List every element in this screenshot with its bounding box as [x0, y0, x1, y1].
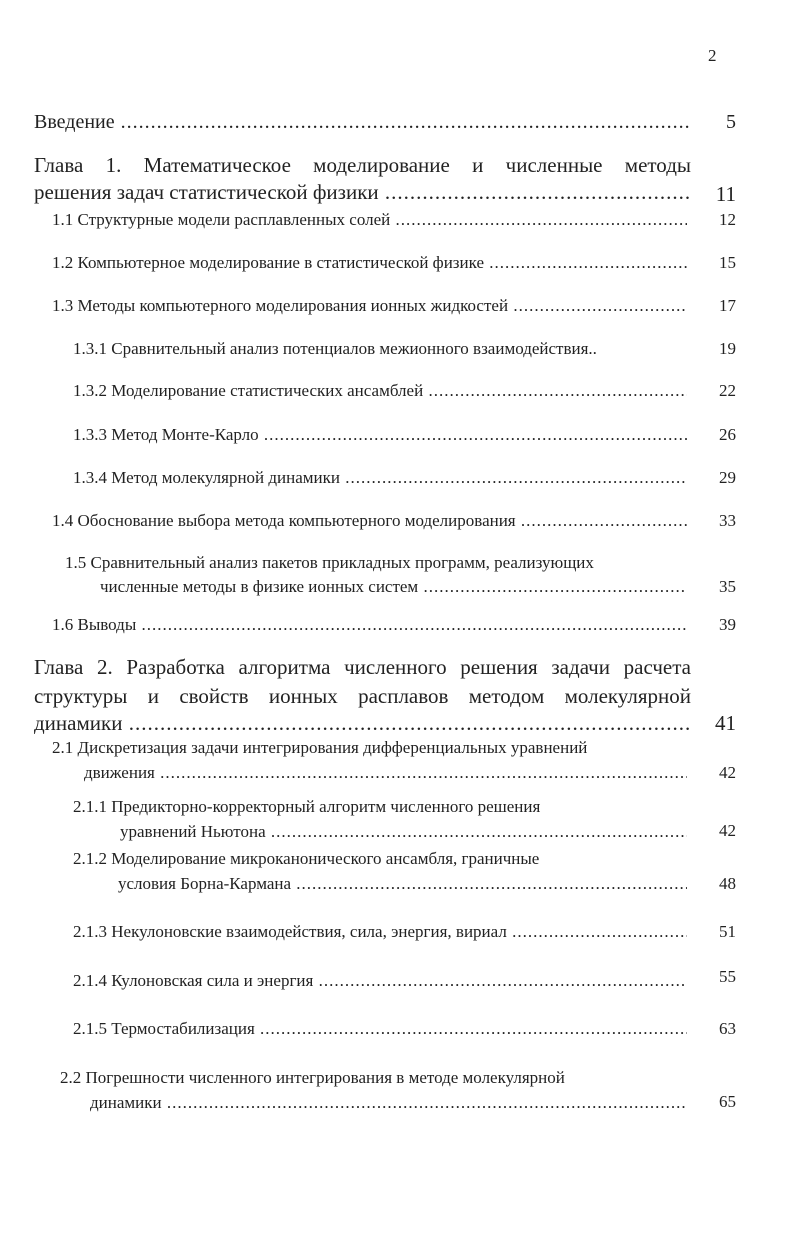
toc-entry-page: 51 — [719, 922, 736, 941]
toc-entry-page: 15 — [719, 253, 736, 272]
toc-entry-page: 42 — [719, 821, 736, 840]
toc-entry-title: 2.1.3 Некулоновские взаимодействия, сила, энергия, вириал ..... — [73, 922, 687, 942]
toc-entry-title-line-1: 1.5 Сравнительный анализ пакетов прикладных программ, реализующих — [65, 553, 594, 572]
page-number: 2 — [708, 46, 717, 65]
toc-entry-page: 65 — [719, 1092, 736, 1111]
toc-entry-page: 5 — [726, 111, 736, 133]
toc-entry-title: 1.3.2 Моделирование статистических ансамблей ..... — [73, 381, 687, 401]
toc-entry-page: 29 — [719, 468, 736, 487]
toc-entry-title: 1.4 Обоснование выбора метода компьютерного моделирования ..... — [52, 511, 687, 531]
toc-entry-page: 63 — [719, 1019, 736, 1038]
toc-entry-page: 17 — [719, 296, 736, 315]
toc-entry-title: 1.3.1 Сравнительный анализ потенциалов межионного взаимодействия.. — [73, 339, 597, 358]
toc-entry-page: 11 — [715, 182, 736, 206]
toc-entry-title-line-2: условия Борна-Кармана ..... — [118, 874, 687, 894]
toc-entry-title: 1.3.3 Метод Монте-Карло ..... — [73, 425, 687, 445]
toc-entry-title-line-2: уравнений Ньютона ..... — [120, 822, 687, 842]
toc-entry-title-line-1: 2.2 Погрешности численного интегрирования в методе молекулярной — [60, 1068, 565, 1087]
toc-entry-title: 2.1.5 Термостабилизация ..... — [73, 1019, 687, 1039]
toc-entry-title: Введение ..... — [34, 111, 689, 134]
toc-entry-title: 2.1.4 Кулоновская сила и энергия ..... — [73, 971, 687, 991]
toc-entry-page: 26 — [719, 425, 736, 444]
toc-entry-page: 48 — [719, 874, 736, 893]
toc-entry-title-line-1: 2.1 Дискретизация задачи интегрирования дифференциальных уравнений — [52, 738, 588, 757]
toc-entry-page: 41 — [715, 711, 736, 735]
toc-entry-title-line-2: динамики ..... — [90, 1093, 687, 1113]
toc-entry-page: 22 — [719, 381, 736, 400]
toc-entry-title-line-2: структуры и свойств ионных расплавов методом молекулярной — [34, 684, 691, 708]
toc-entry-title: 1.3 Методы компьютерного моделирования ионных жидкостей ..... — [52, 296, 687, 316]
toc-entry-page: 42 — [719, 763, 736, 782]
toc-entry-page: 33 — [719, 511, 736, 530]
toc-entry-page: 55 — [719, 967, 736, 986]
toc-entry-page: 39 — [719, 615, 736, 634]
toc-entry-title-line-2: решения задач статистической физики ..... — [34, 180, 690, 205]
toc-entry-page: 12 — [719, 210, 736, 229]
toc-entry-page: 19 — [719, 339, 736, 358]
toc-entry-title-line-2: движения ..... — [84, 763, 687, 783]
toc-entry-title: 1.6 Выводы ..... — [52, 615, 687, 635]
toc-entry-title-line-1: 2.1.1 Предикторно-корректорный алгоритм численного решения — [73, 797, 541, 816]
toc-entry-title-line-1: 2.1.2 Моделирование микроканонического ансамбля, граничные — [73, 849, 540, 868]
toc-entry-title: 1.3.4 Метод молекулярной динамики ..... — [73, 468, 687, 488]
toc-entry-title-line-1: Глава 2. Разработка алгоритма численного решения задачи расчета — [34, 655, 691, 679]
toc-entry-title-line-2: численные методы в физике ионных систем ..... — [100, 577, 687, 597]
toc-entry-page: 35 — [719, 577, 736, 596]
toc-entry-title-line-1: Глава 1. Математическое моделирование и численные методы — [34, 153, 691, 177]
toc-entry-title: 1.1 Структурные модели расплавленных солей ..... — [52, 210, 687, 230]
toc-entry-title: 1.2 Компьютерное моделирование в статистической физике ..... — [52, 253, 687, 273]
toc-entry-title-line-3: динамики ..... — [34, 711, 690, 736]
